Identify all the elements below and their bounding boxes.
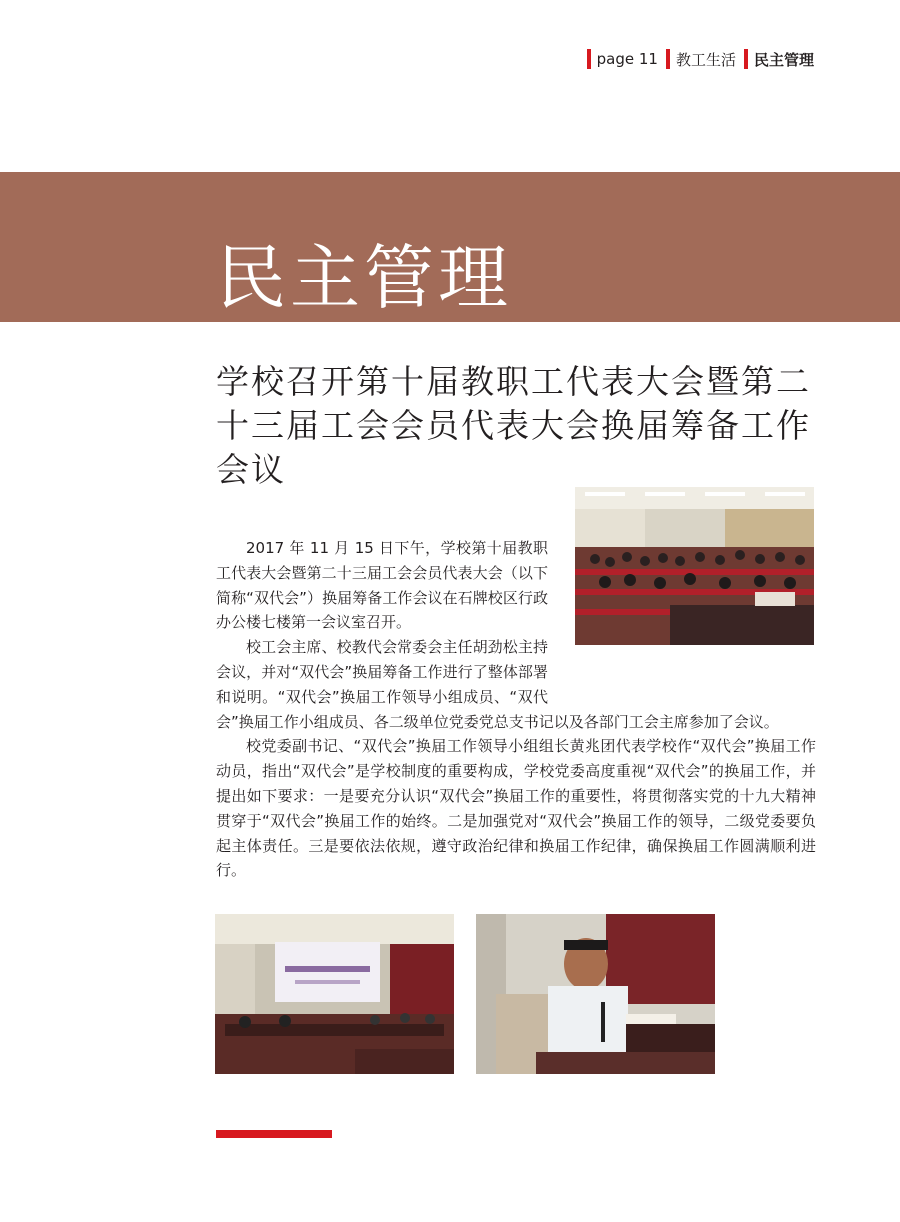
subsection-label: 民主管理 bbox=[753, 50, 814, 69]
footer-accent-bar bbox=[216, 1130, 332, 1138]
header-divider bbox=[744, 49, 748, 69]
meeting-stage-photo bbox=[215, 914, 454, 1074]
page-header bbox=[587, 46, 814, 72]
speaker-photo bbox=[476, 914, 715, 1074]
header-divider bbox=[587, 49, 591, 69]
article-paragraph: 校工会主席、校教代会常委会主任胡劲松主持会议，并对“双代会”换届筹备工作进行了整体部署和说明。“双代会”换届工作领导小组成员、“双代会”换届工作小组成员、各二级单位党委党总支书记以及各部门工会主席参加了会议。 bbox=[216, 638, 779, 731]
page-number: page 11 bbox=[596, 50, 658, 68]
article-paragraph: 校党委副书记、“双代会”换届工作领导小组组长黄兆团代表学校作“双代会”换届工作动员，指出“双代会”是学校制度的重要构成，学校党委高度重视“双代会”的换届工作，并提出如下要求：一是要充分认识“双代会”换届工作的重要性，将贯彻落实党的十九大精神贯穿于“双代会”换届工作的始终。二是加强党对“双代会”换届工作的领导，二级党委要负起主体责任。三是要依法依规，遵守政治纪律和换届工作纪律，确保换届工作圆满顺利进行。 bbox=[216, 737, 816, 880]
header-divider bbox=[666, 49, 670, 69]
article-headline: 学校召开第十届教职工代表大会暨第二十三届工会会员代表大会换届筹备工作会议 bbox=[216, 362, 811, 489]
section-title: 民主管理 bbox=[216, 237, 512, 319]
photo-wrap-spacer bbox=[548, 536, 816, 686]
article-paragraph: 2017 年 11 月 15 日下午，学校第十届教职工代表大会暨第二十三届工会会员代表大会（以下简称“双代会”）换届筹备工作会议在石牌校区行政办公楼七楼第一会议室召开。 bbox=[216, 539, 548, 632]
section-label: 教工生活 bbox=[675, 50, 736, 69]
article-body bbox=[216, 536, 816, 883]
